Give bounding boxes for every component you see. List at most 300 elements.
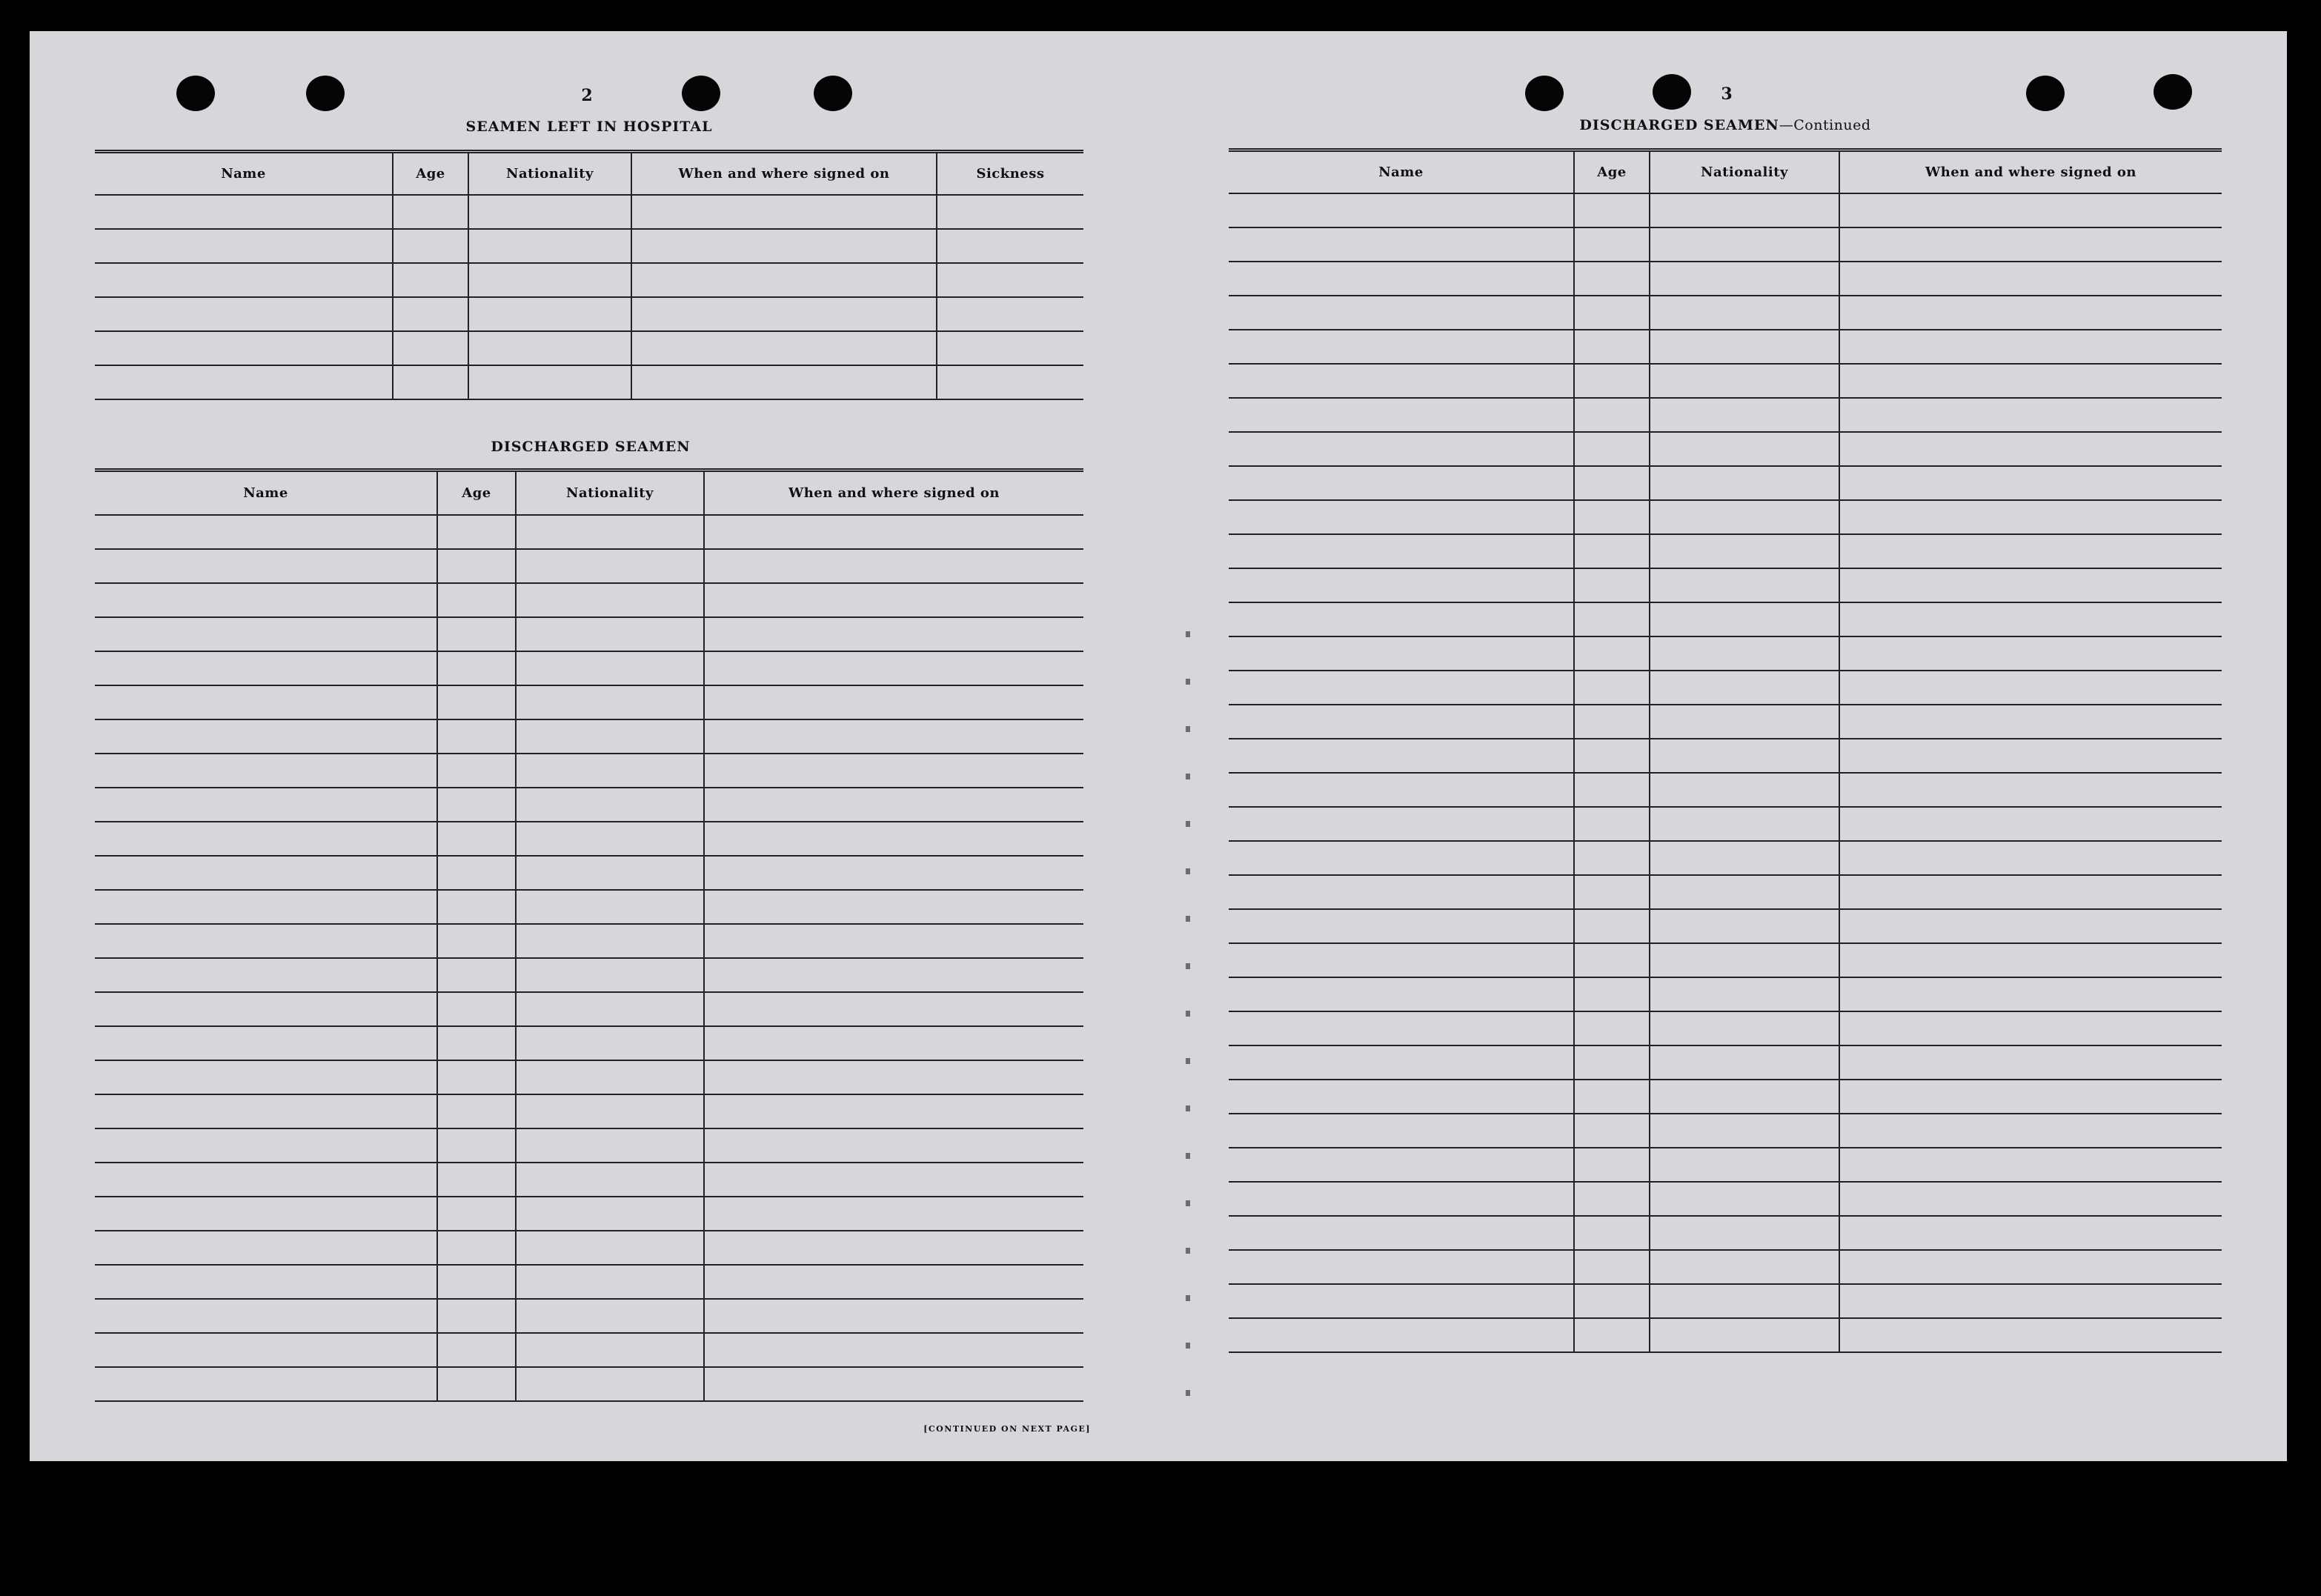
blank-cell [393,229,468,263]
blank-cell [1650,943,1839,977]
blank-cell [468,297,631,331]
blank-cell [704,549,1083,583]
blank-cell [1839,636,2222,671]
blank-cell [1839,841,2222,875]
blank-cell [1229,909,1574,943]
table-row [1229,1250,2222,1284]
blank-cell [704,1197,1083,1231]
blank-cell [1229,977,1574,1011]
table-row [1229,398,2222,432]
blank-cell [1229,841,1574,875]
table-row [1229,466,2222,500]
blank-cell [1839,773,2222,807]
blank-cell [437,719,516,754]
blank-cell [1229,1148,1574,1182]
blank-cell [1839,364,2222,398]
blank-cell [1229,534,1574,568]
punch-hole [1653,74,1691,110]
blank-cell [704,1231,1083,1265]
blank-cell [1650,1318,1839,1352]
blank-cell [1229,1011,1574,1045]
blank-cell [1574,739,1650,773]
blank-cell [704,856,1083,890]
blank-cell [95,1060,437,1094]
table-row [1229,534,2222,568]
blank-cell [437,788,516,822]
blank-cell [95,1333,437,1367]
discharged-continued-title-suffix: —Continued [1779,117,1871,133]
blank-cell [516,992,704,1026]
blank-cell [516,1094,704,1128]
blank-cell [704,1299,1083,1333]
blank-cell [1839,739,2222,773]
blank-cell [437,1265,516,1299]
blank-cell [1650,1045,1839,1080]
blank-cell [1229,602,1574,636]
blank-cell [1574,977,1650,1011]
blank-cell [937,297,1083,331]
blank-cell [1574,296,1650,330]
blank-cell [1229,705,1574,739]
blank-cell [468,263,631,297]
blank-cell [516,1060,704,1094]
blank-cell [1650,1114,1839,1148]
blank-cell [95,822,437,856]
blank-cell [95,1128,437,1163]
blank-cell [516,958,704,992]
blank-cell [95,515,437,549]
table-row [95,515,1083,549]
blank-cell [95,617,437,651]
table-row [1229,1148,2222,1182]
blank-cell [516,1265,704,1299]
blank-cell [1650,568,1839,602]
table-row [95,1094,1083,1128]
blank-cell [1650,705,1839,739]
page-number-right: 3 [1721,84,1733,104]
table-row [95,1299,1083,1333]
blank-cell [704,1163,1083,1197]
blank-cell [631,297,937,331]
blank-cell [437,583,516,617]
blank-cell [1650,841,1839,875]
blank-cell [631,263,937,297]
blank-cell [516,1128,704,1163]
table-row [1229,1284,2222,1318]
table-row [1229,227,2222,262]
blank-cell [516,1333,704,1367]
blank-cell [937,331,1083,365]
blank-cell [437,992,516,1026]
table-row [1229,943,2222,977]
blank-cell [1839,909,2222,943]
blank-cell [95,365,393,399]
blank-cell [1574,602,1650,636]
blank-cell [1839,1011,2222,1045]
blank-cell [1229,1080,1574,1114]
blank-cell [95,549,437,583]
blank-cell [1574,943,1650,977]
blank-cell [516,924,704,958]
column-header-name: Name [95,471,437,515]
blank-cell [437,617,516,651]
blank-cell [1574,807,1650,841]
blank-cell [437,1128,516,1163]
continued-note: [CONTINUED ON NEXT PAGE] [923,1424,1091,1434]
table-row [95,1026,1083,1060]
blank-cell [1574,705,1650,739]
table-row [1229,1318,2222,1352]
blank-cell [1650,909,1839,943]
hospital-table [95,150,1083,400]
blank-cell [1650,432,1839,466]
blank-cell [1650,773,1839,807]
discharged-continued-table [1229,148,2222,1353]
blank-cell [1229,875,1574,909]
blank-cell [704,719,1083,754]
blank-cell [1839,296,2222,330]
table-row [1229,568,2222,602]
blank-cell [1229,398,1574,432]
blank-cell [1229,262,1574,296]
blank-cell [1229,1284,1574,1318]
table-row [95,924,1083,958]
column-header-age: Age [1574,150,1650,193]
discharged-table [95,468,1083,1402]
blank-cell [437,890,516,924]
blank-cell [1650,671,1839,705]
blank-cell [95,1197,437,1231]
blank-cell [516,1026,704,1060]
blank-cell [1574,1011,1650,1045]
blank-cell [937,263,1083,297]
blank-cell [1839,1318,2222,1352]
blank-cell [1229,943,1574,977]
blank-cell [1650,739,1839,773]
blank-cell [1650,1216,1839,1250]
table-row [95,365,1083,399]
blank-cell [516,856,704,890]
table-row [95,195,1083,229]
blank-cell [1574,466,1650,500]
table-row [1229,364,2222,398]
blank-cell [516,1367,704,1401]
table-row [1229,807,2222,841]
table-row [1229,773,2222,807]
blank-cell [516,1197,704,1231]
blank-cell [516,1299,704,1333]
table-row [1229,977,2222,1011]
table-row [95,1128,1083,1163]
blank-cell [631,331,937,365]
blank-cell [437,1197,516,1231]
blank-cell [95,1231,437,1265]
blank-cell [516,719,704,754]
blank-cell [704,1094,1083,1128]
blank-cell [1839,500,2222,534]
blank-cell [1229,296,1574,330]
blank-cell [1839,977,2222,1011]
blank-cell [95,924,437,958]
table-row [95,297,1083,331]
blank-cell [393,365,468,399]
column-header-sickness: Sickness [937,152,1083,195]
blank-cell [95,992,437,1026]
blank-cell [1574,1182,1650,1216]
blank-cell [1229,773,1574,807]
punch-hole [682,76,720,111]
blank-cell [631,229,937,263]
table-row [1229,875,2222,909]
blank-cell [1839,1216,2222,1250]
blank-cell [1574,330,1650,364]
blank-cell [1574,1284,1650,1318]
blank-cell [1839,1250,2222,1284]
blank-cell [1574,500,1650,534]
blank-cell [437,1333,516,1367]
blank-cell [937,229,1083,263]
blank-cell [1574,909,1650,943]
table-row [95,856,1083,890]
blank-cell [1650,364,1839,398]
table-row [1229,671,2222,705]
blank-cell [1839,1080,2222,1114]
column-header-when-where: When and where signed on [704,471,1083,515]
table-row [1229,1045,2222,1080]
document-sheet [30,31,2287,1461]
blank-cell [704,583,1083,617]
blank-cell [1650,807,1839,841]
blank-cell [1650,1250,1839,1284]
blank-cell [1229,1318,1574,1352]
blank-cell [1650,262,1839,296]
table-row [95,719,1083,754]
table-row [1229,1080,2222,1114]
table-row [95,685,1083,719]
blank-cell [468,229,631,263]
blank-cell [1574,671,1650,705]
table-row [1229,636,2222,671]
blank-cell [437,958,516,992]
blank-cell [704,958,1083,992]
table-row [95,788,1083,822]
blank-cell [1839,943,2222,977]
blank-cell [437,1060,516,1094]
blank-cell [437,1299,516,1333]
blank-cell [1839,227,2222,262]
table-row [1229,1011,2222,1045]
blank-cell [437,1367,516,1401]
blank-cell [1839,398,2222,432]
table-row [95,1367,1083,1401]
blank-cell [1650,1080,1839,1114]
table-row [95,1265,1083,1299]
blank-cell [95,788,437,822]
blank-cell [516,515,704,549]
blank-cell [1574,262,1650,296]
blank-cell [1574,1216,1650,1250]
blank-cell [704,1367,1083,1401]
blank-cell [95,229,393,263]
blank-cell [704,1128,1083,1163]
blank-cell [1839,807,2222,841]
blank-cell [1229,330,1574,364]
blank-cell [393,297,468,331]
column-header-when-where: When and where signed on [631,152,937,195]
blank-cell [704,992,1083,1026]
table-row [1229,602,2222,636]
table-header-row [1229,150,2222,193]
discharged-continued-title [1579,117,1870,133]
blank-cell [1229,466,1574,500]
page-number-left: 2 [581,86,593,105]
blank-cell [1229,1182,1574,1216]
column-header-nationality: Nationality [516,471,704,515]
blank-cell [437,549,516,583]
blank-cell [1650,227,1839,262]
blank-cell [1574,841,1650,875]
blank-cell [468,195,631,229]
blank-cell [516,549,704,583]
blank-cell [1574,1318,1650,1352]
blank-cell [1229,432,1574,466]
blank-cell [1574,1250,1650,1284]
blank-cell [516,890,704,924]
blank-cell [437,1094,516,1128]
blank-cell [1839,330,2222,364]
blank-cell [95,890,437,924]
blank-cell [516,651,704,685]
table-row [95,1060,1083,1094]
blank-cell [516,617,704,651]
blank-cell [1229,364,1574,398]
blank-cell [516,583,704,617]
blank-cell [1839,1045,2222,1080]
table-row [95,1163,1083,1197]
table-row [1229,1182,2222,1216]
blank-cell [393,331,468,365]
blank-cell [1839,1284,2222,1318]
table-row [1229,841,2222,875]
blank-cell [1229,671,1574,705]
blank-cell [1574,1114,1650,1148]
blank-cell [437,515,516,549]
blank-cell [704,515,1083,549]
blank-cell [1574,398,1650,432]
table-row [95,1231,1083,1265]
blank-cell [1839,1114,2222,1148]
table-header-row [95,152,1083,195]
blank-cell [704,685,1083,719]
table-row [95,992,1083,1026]
table-row [1229,1216,2222,1250]
blank-cell [1574,1045,1650,1080]
blank-cell [437,754,516,788]
table-row [95,958,1083,992]
blank-cell [1574,636,1650,671]
blank-cell [1229,1216,1574,1250]
table-row [95,263,1083,297]
blank-cell [1574,227,1650,262]
column-header-age: Age [437,471,516,515]
blank-cell [1229,193,1574,227]
blank-cell [631,195,937,229]
blank-cell [393,263,468,297]
blank-cell [1650,500,1839,534]
blank-cell [95,754,437,788]
blank-cell [95,856,437,890]
blank-cell [1650,466,1839,500]
blank-cell [1229,568,1574,602]
table-row [95,1197,1083,1231]
blank-cell [516,685,704,719]
blank-cell [1574,534,1650,568]
table-row [95,229,1083,263]
blank-cell [437,822,516,856]
blank-cell [704,754,1083,788]
blank-cell [1650,193,1839,227]
table-row [95,754,1083,788]
table-row [1229,705,2222,739]
blank-cell [437,1231,516,1265]
blank-cell [1574,568,1650,602]
blank-cell [937,365,1083,399]
table-row [95,617,1083,651]
blank-cell [393,195,468,229]
hospital-section-title: SEAMEN LEFT IN HOSPITAL [465,119,713,135]
blank-cell [1839,193,2222,227]
column-header-name: Name [1229,150,1574,193]
punch-hole [814,76,852,111]
table-row [1229,1114,2222,1148]
blank-cell [95,195,393,229]
blank-cell [1839,602,2222,636]
blank-cell [1229,227,1574,262]
blank-cell [95,1026,437,1060]
blank-cell [704,1333,1083,1367]
blank-cell [704,1026,1083,1060]
blank-cell [1574,875,1650,909]
table-row [1229,909,2222,943]
blank-cell [516,822,704,856]
blank-cell [516,1163,704,1197]
blank-cell [1650,330,1839,364]
table-row [1229,262,2222,296]
blank-cell [1650,534,1839,568]
blank-cell [1229,1045,1574,1080]
table-row [95,890,1083,924]
blank-cell [1650,875,1839,909]
table-row [1229,739,2222,773]
column-header-name: Name [95,152,393,195]
blank-cell [95,651,437,685]
blank-cell [516,788,704,822]
blank-cell [95,297,393,331]
blank-cell [1839,1182,2222,1216]
blank-cell [1839,262,2222,296]
blank-cell [516,754,704,788]
column-header-nationality: Nationality [1650,150,1839,193]
blank-cell [1839,875,2222,909]
blank-cell [1650,398,1839,432]
table-row [1229,500,2222,534]
blank-cell [1229,807,1574,841]
blank-cell [631,365,937,399]
blank-cell [1650,296,1839,330]
table-row [1229,296,2222,330]
punch-hole [176,76,215,111]
table-row [95,1333,1083,1367]
